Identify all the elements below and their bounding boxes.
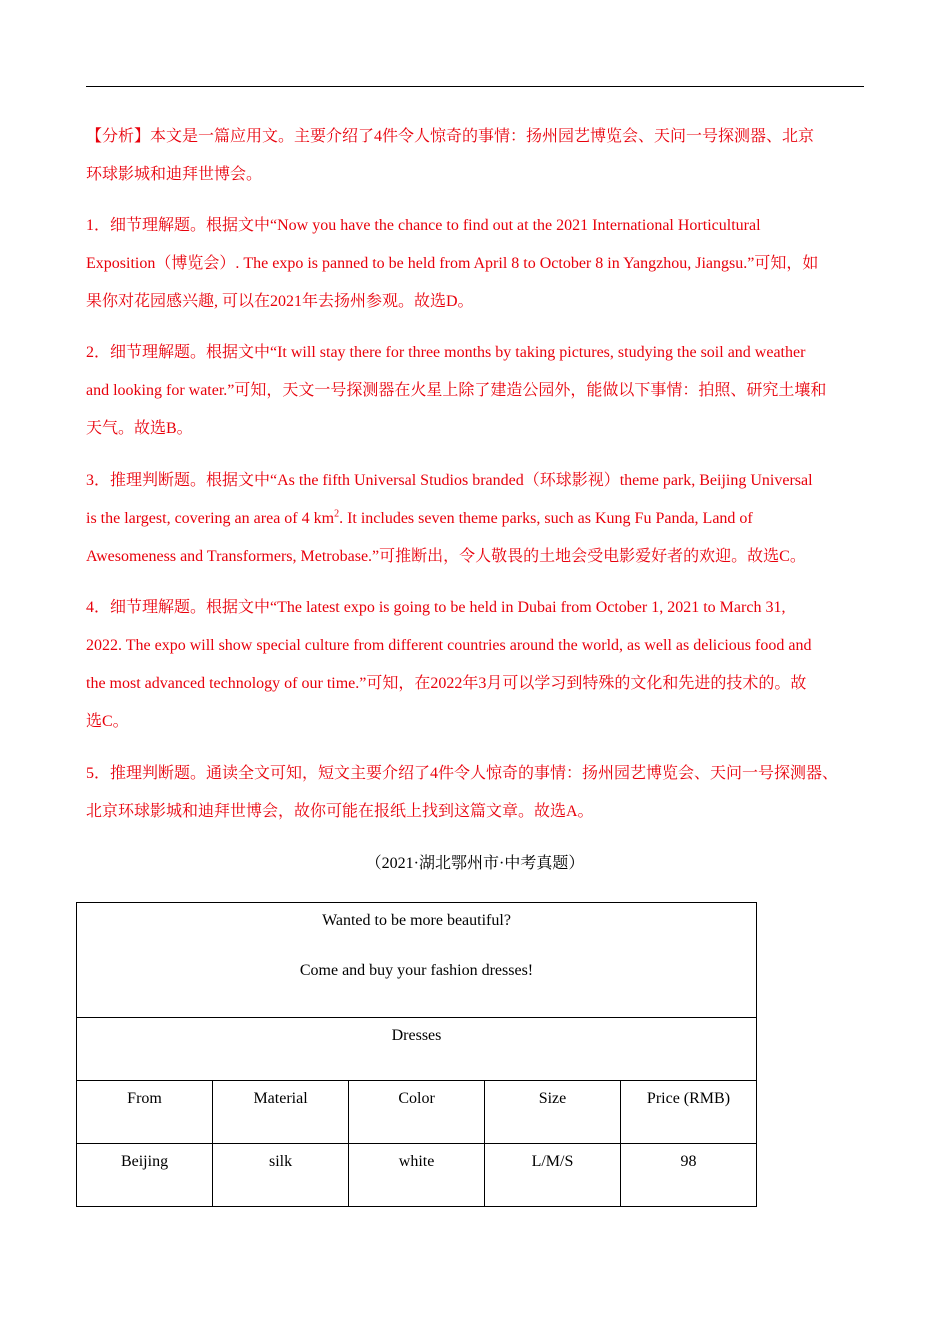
column-header bbox=[620, 1081, 756, 1144]
answer-text: is the largest, covering an area of 4 km bbox=[86, 510, 335, 527]
table-cell bbox=[620, 1144, 756, 1207]
analysis-paragraph bbox=[86, 118, 876, 194]
answer-line: the most advanced technology of our time.”可知，在2022年3月可以学习到特殊的文化和先进的技术的。故 bbox=[86, 675, 807, 692]
column-header bbox=[77, 1081, 213, 1144]
analysis-line: 【分析】本文是一篇应用文。主要介绍了4件令人惊奇的事情：扬州园艺博览会、天问一号探测器、北京 bbox=[86, 128, 815, 145]
answer-line: 3．推理判断题。根据文中“As the fifth Universal Studios branded（环球影视）theme park, Beijing Universal bbox=[86, 472, 813, 489]
section-cell bbox=[77, 1018, 757, 1081]
answer-line: 2022. The expo will show special culture from different countries around the world, as well as delicious food and bbox=[86, 637, 812, 654]
section-title: Dresses bbox=[391, 1027, 442, 1044]
cell-text: L/M/S bbox=[531, 1153, 574, 1170]
column-header bbox=[349, 1081, 485, 1144]
table-row bbox=[77, 1144, 757, 1207]
source-caption: （2021·湖北鄂州市·中考真题） bbox=[365, 855, 585, 872]
answer-text: . It includes seven theme parks, such as Kung Fu Panda, Land of bbox=[339, 510, 753, 527]
answer-line: 2．细节理解题。根据文中“It will stay there for three months by taking pictures, studying the soil and weather bbox=[86, 344, 806, 361]
answer-1 bbox=[86, 207, 876, 321]
ad-headline: Wanted to be more beautiful? bbox=[322, 912, 511, 929]
analysis-line: 环球影城和迪拜世博会。 bbox=[86, 166, 263, 183]
cell-text: white bbox=[398, 1153, 435, 1170]
superscript: 2 bbox=[334, 508, 340, 520]
table-cell bbox=[349, 1144, 485, 1207]
column-header-text: From bbox=[127, 1090, 162, 1107]
answer-line: 天气。故选B。 bbox=[86, 420, 193, 437]
answer-line: 北京环球影城和迪拜世博会，故你可能在报纸上找到这篇文章。故选A。 bbox=[86, 803, 594, 820]
column-header bbox=[213, 1081, 349, 1144]
ad-headline-cell bbox=[77, 903, 757, 1018]
answer-5 bbox=[86, 755, 876, 831]
column-header-text: Material bbox=[253, 1090, 308, 1107]
column-header bbox=[485, 1081, 621, 1144]
column-header-text: Price (RMB) bbox=[646, 1090, 731, 1107]
answer-line: 5．推理判断题。通读全文可知，短文主要介绍了4件令人惊奇的事情：扬州园艺博览会、天问一号探测器、 bbox=[86, 765, 839, 782]
column-header-text: Color bbox=[398, 1090, 435, 1107]
answer-line: Exposition（博览会）. The expo is panned to be held from April 8 to October 8 in Yangzhou, Jiangsu.”可知，如 bbox=[86, 255, 819, 272]
answer-line: 4．细节理解题。根据文中“The latest expo is going to be held in Dubai from October 1, 2021 to March 31, bbox=[86, 599, 786, 616]
header-rule bbox=[86, 86, 864, 87]
table-cell bbox=[77, 1144, 213, 1207]
cell-text: silk bbox=[269, 1153, 293, 1170]
ad-subheadline: Come and buy your fashion dresses! bbox=[299, 962, 534, 979]
answer-line: 果你对花园感兴趣, 可以在2021年去扬州参观。故选D。 bbox=[86, 293, 474, 310]
answer-line: 1．细节理解题。根据文中“Now you have the chance to find out at the 2021 International Horticultural bbox=[86, 217, 761, 234]
answer-line: Awesomeness and Transformers, Metrobase.”可推断出，令人敬畏的土地会受电影爱好者的欢迎。故选C。 bbox=[86, 548, 806, 565]
answer-4 bbox=[86, 589, 876, 741]
table-cell bbox=[213, 1144, 349, 1207]
cell-text: Beijing bbox=[120, 1153, 169, 1170]
column-header-text: Size bbox=[538, 1090, 567, 1107]
answer-3 bbox=[86, 462, 876, 576]
table-header-row bbox=[77, 1081, 757, 1144]
answer-2 bbox=[86, 334, 876, 448]
answer-line bbox=[86, 500, 876, 538]
table-cell bbox=[485, 1144, 621, 1207]
answer-line: 选C。 bbox=[86, 713, 129, 730]
answer-line: and looking for water.”可知，天文一号探测器在火星上除了建造公园外，能做以下事情：拍照、研究土壤和 bbox=[86, 382, 827, 399]
cell-text: 98 bbox=[680, 1153, 697, 1170]
dress-ad-table bbox=[76, 902, 757, 1207]
